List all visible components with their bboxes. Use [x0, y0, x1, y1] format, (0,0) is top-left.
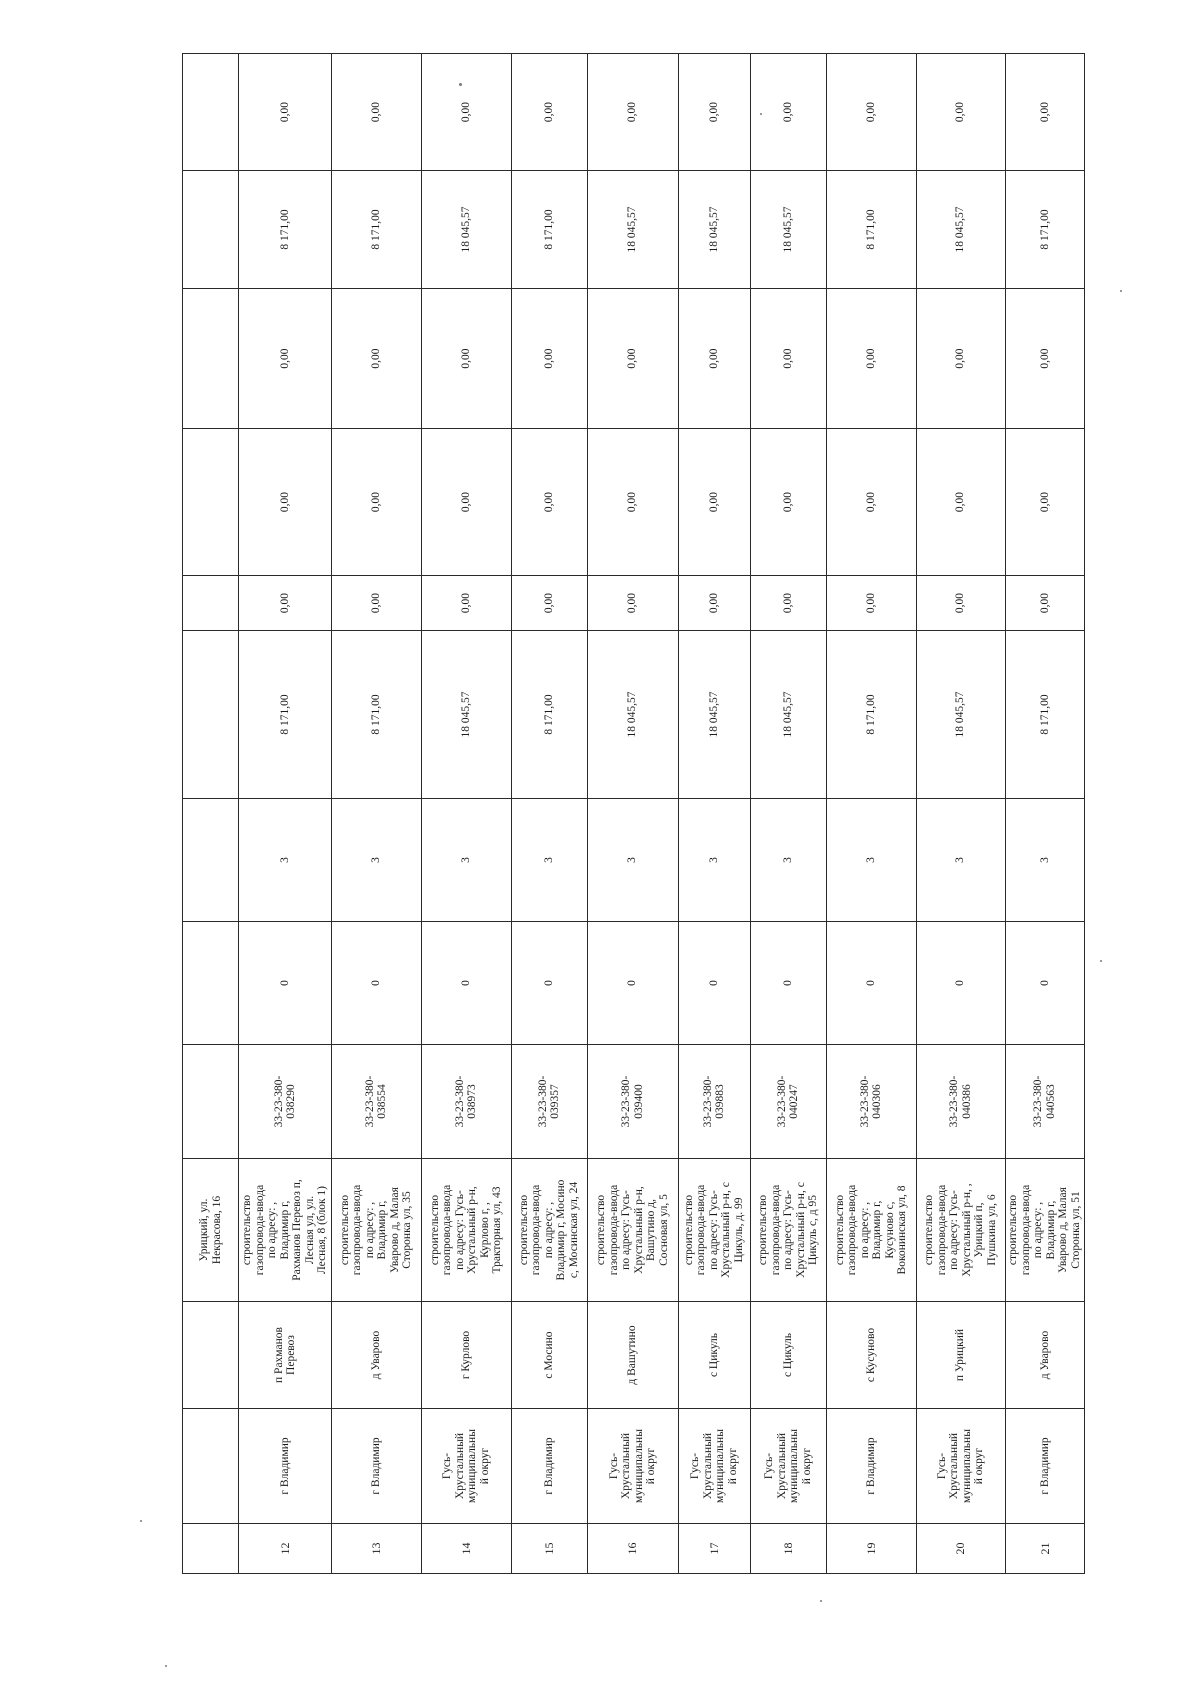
cell-empty: [183, 1302, 239, 1409]
amount-cell: 0,00: [587, 54, 678, 171]
amount-cell: 18 045,57: [750, 171, 826, 289]
row-number-cell: 15: [511, 1524, 587, 1574]
table-row: [826, 54, 916, 1574]
municipality-cell: г Владимир: [826, 1409, 916, 1524]
amount-cell: 0,00: [916, 289, 1005, 429]
amount-cell: 18 045,57: [750, 631, 826, 799]
value-cell: 3: [1005, 799, 1084, 922]
value-cell: 0: [750, 922, 826, 1045]
table-row: [331, 54, 421, 1574]
settlement-cell: г Курлово: [421, 1302, 511, 1409]
table-row: [421, 54, 511, 1574]
table-row: [511, 54, 587, 1574]
value-cell: 3: [750, 799, 826, 922]
amount-cell: 0,00: [1005, 429, 1084, 576]
settlement-cell: с Кусуново: [826, 1302, 916, 1409]
municipality-cell: Гусь- Хрустальный муниципальны й округ: [587, 1409, 678, 1524]
amount-cell: 0,00: [331, 54, 421, 171]
row-number-cell: 14: [421, 1524, 511, 1574]
row-number-cell: 16: [587, 1524, 678, 1574]
cell-empty: [183, 289, 239, 429]
amount-cell: 0,00: [331, 289, 421, 429]
cell-empty: [183, 429, 239, 576]
scan-speck: [760, 113, 762, 115]
amount-cell: 0,00: [678, 54, 750, 171]
amount-cell: 8 171,00: [826, 631, 916, 799]
amount-cell: 0,00: [239, 576, 331, 631]
rotated-table-container: [182, 101, 1085, 1574]
scan-speck: [459, 83, 462, 86]
settlement-cell: д Вашутино: [587, 1302, 678, 1409]
row-number-cell: 13: [331, 1524, 421, 1574]
description-cell: строительство газопровода-ввода по адресу: Гусь- Хрустальный р-н, Курлово г, , Тракторная ул, 43: [421, 1159, 511, 1302]
cadastral-code-cell: 33-23-380- 039357: [511, 1045, 587, 1159]
amount-cell: 18 045,57: [678, 171, 750, 289]
settlement-cell: п Рахманов Перевоз: [239, 1302, 331, 1409]
municipality-cell: Гусь- Хрустальный муниципальны й округ: [678, 1409, 750, 1524]
amount-cell: 0,00: [421, 54, 511, 171]
value-cell: 0: [421, 922, 511, 1045]
amount-cell: 0,00: [587, 429, 678, 576]
cell-empty: [183, 54, 239, 171]
amount-cell: 18 045,57: [587, 171, 678, 289]
settlement-cell: с Мосино: [511, 1302, 587, 1409]
municipality-cell: Гусь- Хрустальный муниципальны й округ: [421, 1409, 511, 1524]
header-continuation-row: [183, 54, 239, 1574]
description-cell: строительство газопровода-ввода по адресу: , Владимир г, Уварово д, Малая Сторонка ул, 35: [331, 1159, 421, 1302]
amount-cell: 8 171,00: [826, 171, 916, 289]
amount-cell: 8 171,00: [1005, 631, 1084, 799]
value-cell: 0: [1005, 922, 1084, 1045]
amount-cell: 0,00: [421, 429, 511, 576]
value-cell: 3: [511, 799, 587, 922]
cadastral-code-cell: 33-23-380- 040306: [826, 1045, 916, 1159]
municipality-cell: Гусь- Хрустальный муниципальны й округ: [750, 1409, 826, 1524]
value-cell: 0: [331, 922, 421, 1045]
municipality-cell: г Владимир: [511, 1409, 587, 1524]
amount-cell: 0,00: [239, 289, 331, 429]
scan-speck: [820, 1600, 822, 1602]
amount-cell: 8 171,00: [511, 631, 587, 799]
scan-speck: [165, 1665, 167, 1667]
table-row: [916, 54, 1005, 1574]
amount-cell: 0,00: [916, 429, 1005, 576]
amount-cell: 0,00: [826, 429, 916, 576]
amount-cell: 0,00: [331, 576, 421, 631]
table-row: [750, 54, 826, 1574]
amount-cell: 18 045,57: [678, 631, 750, 799]
row-number-cell: 20: [916, 1524, 1005, 1574]
municipality-cell: Гусь- Хрустальный муниципальны й округ: [916, 1409, 1005, 1524]
description-cell: строительство газопровода-ввода по адресу: Гусь- Хрустальный р-н, , Урицкий п, Пушкина ул, 6: [916, 1159, 1005, 1302]
scan-speck: [1100, 960, 1102, 962]
amount-cell: 0,00: [331, 429, 421, 576]
description-cell: строительство газопровода-ввода по адресу: , Владимир г, Рахманов Перевоз п, Лесная ул, ул. Лесная, 8 (блок 1): [239, 1159, 331, 1302]
table-row: [587, 54, 678, 1574]
table-row: [239, 54, 331, 1574]
amount-cell: 0,00: [678, 289, 750, 429]
amount-cell: 18 045,57: [421, 171, 511, 289]
amount-cell: 0,00: [678, 429, 750, 576]
amount-cell: 0,00: [1005, 289, 1084, 429]
description-cell: строительство газопровода-ввода по адресу: , Владимир г, Уварово д, Малая Сторонка ул, 51: [1005, 1159, 1084, 1302]
cadastral-code-cell: 33-23-380- 040386: [916, 1045, 1005, 1159]
municipality-cell: г Владимир: [331, 1409, 421, 1524]
row-number-cell: 21: [1005, 1524, 1084, 1574]
amount-cell: 0,00: [916, 576, 1005, 631]
amount-cell: 0,00: [750, 54, 826, 171]
value-cell: 3: [239, 799, 331, 922]
settlement-cell: д Уварово: [331, 1302, 421, 1409]
amount-cell: 0,00: [750, 289, 826, 429]
cell-empty: [183, 922, 239, 1045]
settlement-cell: п Урицкий: [916, 1302, 1005, 1409]
row-number-cell: 19: [826, 1524, 916, 1574]
amount-cell: 18 045,57: [587, 631, 678, 799]
value-cell: 3: [331, 799, 421, 922]
amount-cell: 18 045,57: [916, 171, 1005, 289]
value-cell: 3: [678, 799, 750, 922]
cell-empty: [183, 1409, 239, 1524]
value-cell: 0: [587, 922, 678, 1045]
amount-cell: 0,00: [239, 429, 331, 576]
cell-empty: [183, 631, 239, 799]
cadastral-code-cell: 33-23-380- 038290: [239, 1045, 331, 1159]
settlement-cell: с Цикуль: [750, 1302, 826, 1409]
value-cell: 3: [826, 799, 916, 922]
cell-empty: [183, 576, 239, 631]
scan-speck: [140, 1520, 142, 1522]
amount-cell: 8 171,00: [331, 631, 421, 799]
amount-cell: 0,00: [239, 54, 331, 171]
value-cell: 0: [239, 922, 331, 1045]
cadastral-code-cell: 33-23-380- 039883: [678, 1045, 750, 1159]
value-cell: 0: [678, 922, 750, 1045]
row-number-cell: 12: [239, 1524, 331, 1574]
amount-cell: 8 171,00: [239, 631, 331, 799]
cadastral-code-cell: 33-23-380- 038973: [421, 1045, 511, 1159]
cell-empty: [183, 171, 239, 289]
amount-cell: 0,00: [826, 289, 916, 429]
value-cell: 3: [587, 799, 678, 922]
row-number-cell: 17: [678, 1524, 750, 1574]
amount-cell: 8 171,00: [331, 171, 421, 289]
amount-cell: 8 171,00: [239, 171, 331, 289]
description-cell: строительство газопровода-ввода по адресу: Гусь- Хрустальный р-н, Вашутино д, Сосновая ул, 5: [587, 1159, 678, 1302]
value-cell: 0: [826, 922, 916, 1045]
cadastral-code-cell: 33-23-380- 039400: [587, 1045, 678, 1159]
amount-cell: 0,00: [587, 289, 678, 429]
scan-speck: [1120, 290, 1122, 292]
amount-cell: 0,00: [511, 289, 587, 429]
row-number-cell: 18: [750, 1524, 826, 1574]
data-table: [182, 53, 1085, 1574]
amount-cell: 0,00: [678, 576, 750, 631]
amount-cell: 8 171,00: [511, 171, 587, 289]
cell-empty: [183, 1524, 239, 1574]
amount-cell: 0,00: [587, 576, 678, 631]
amount-cell: 0,00: [1005, 576, 1084, 631]
value-cell: 0: [511, 922, 587, 1045]
description-cell: строительство газопровода-ввода по адресу: Гусь- Хрустальный р-н, с Цикуль, д. 99: [678, 1159, 750, 1302]
amount-cell: 18 045,57: [916, 631, 1005, 799]
cadastral-code-cell: 33-23-380- 040563: [1005, 1045, 1084, 1159]
cell-address-continuation: Урицкий, ул. Некрасова, 16: [183, 1159, 239, 1302]
amount-cell: 0,00: [511, 576, 587, 631]
cell-empty: [183, 1045, 239, 1159]
amount-cell: 0,00: [511, 54, 587, 171]
cell-empty: [183, 799, 239, 922]
table-row: [1005, 54, 1084, 1574]
amount-cell: 0,00: [916, 54, 1005, 171]
cadastral-code-cell: 33-23-380- 040247: [750, 1045, 826, 1159]
description-cell: строительство газопровода-ввода по адресу: , Владимир г, Мосино с, Мосинская ул, 24: [511, 1159, 587, 1302]
description-cell: строительство газопровода-ввода по адресу: , Владимир г, Кусуново с, Воконинская ул, 8: [826, 1159, 916, 1302]
value-cell: 3: [916, 799, 1005, 922]
value-cell: 0: [916, 922, 1005, 1045]
description-cell: строительство газопровода-ввода по адресу: Гусь- Хрустальный р-н, с Цикуль с, д 95: [750, 1159, 826, 1302]
amount-cell: 0,00: [750, 576, 826, 631]
amount-cell: 0,00: [826, 54, 916, 171]
municipality-cell: г Владимир: [1005, 1409, 1084, 1524]
amount-cell: 0,00: [826, 576, 916, 631]
value-cell: 3: [421, 799, 511, 922]
amount-cell: 0,00: [750, 429, 826, 576]
amount-cell: 0,00: [421, 289, 511, 429]
amount-cell: 18 045,57: [421, 631, 511, 799]
amount-cell: 0,00: [1005, 54, 1084, 171]
table-row: [678, 54, 750, 1574]
cadastral-code-cell: 33-23-380- 038554: [331, 1045, 421, 1159]
amount-cell: 8 171,00: [1005, 171, 1084, 289]
settlement-cell: д Уварово: [1005, 1302, 1084, 1409]
settlement-cell: с Цикуль: [678, 1302, 750, 1409]
municipality-cell: г Владимир: [239, 1409, 331, 1524]
amount-cell: 0,00: [511, 429, 587, 576]
amount-cell: 0,00: [421, 576, 511, 631]
